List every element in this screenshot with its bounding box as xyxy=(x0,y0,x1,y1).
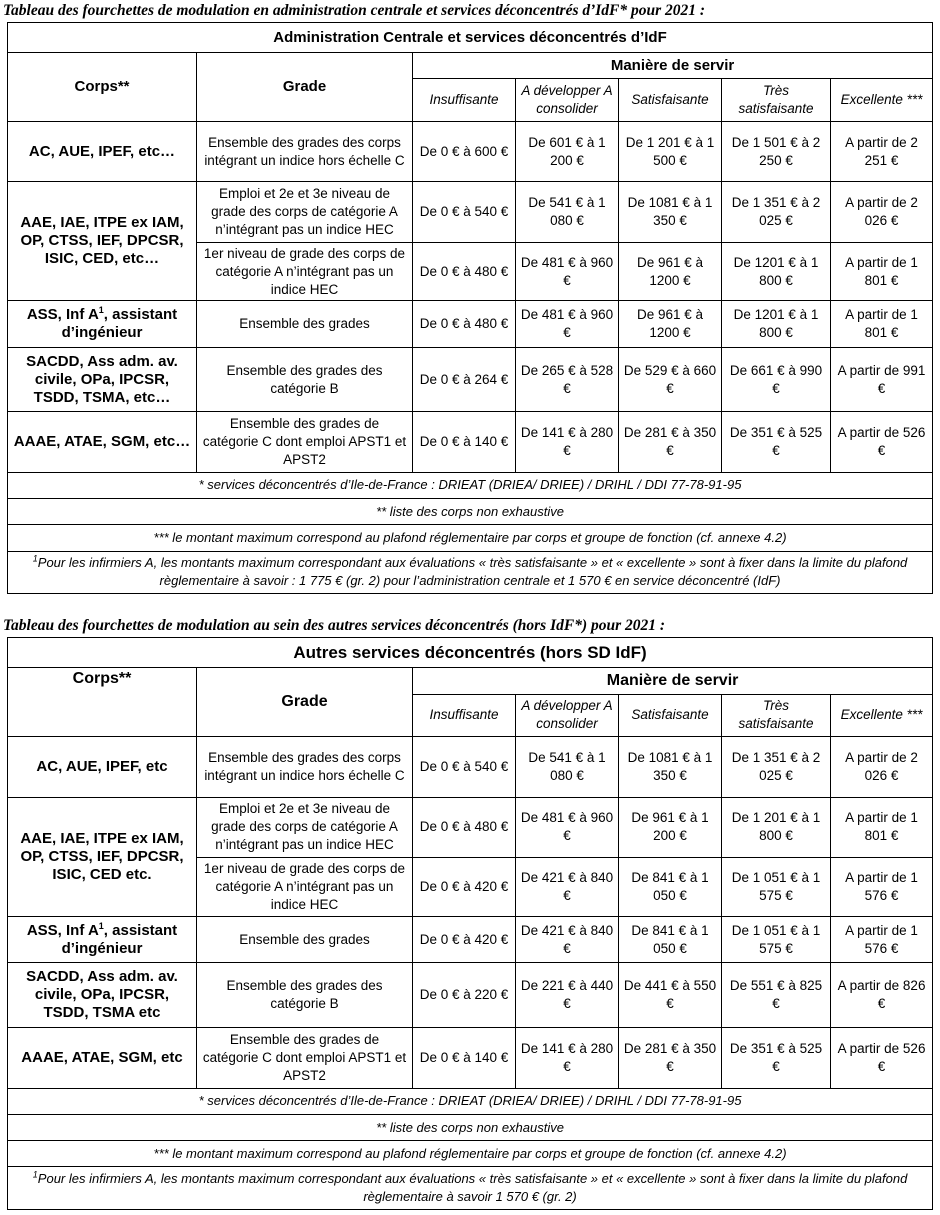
table-row xyxy=(8,1028,933,1089)
value-cell: De 351 € à 525 € xyxy=(722,1028,831,1089)
value-cell: A partir de 1 576 € xyxy=(831,858,933,917)
corps-text: ASS, Inf A xyxy=(26,921,99,939)
value-cell: De 221 € à 440 € xyxy=(516,963,619,1028)
value-cell: De 141 € à 280 € xyxy=(516,412,619,473)
value-cell: De 0 € à 264 € xyxy=(413,347,516,412)
table-row xyxy=(8,916,933,962)
value-cell: De 1 201 € à 1 800 € xyxy=(722,797,831,858)
table-row xyxy=(8,301,933,347)
corps-cell xyxy=(8,301,197,347)
value-cell: A partir de 1 801 € xyxy=(831,242,933,301)
value-cell: A partir de 2 251 € xyxy=(831,121,933,182)
footnote-text: Pour les infirmiers A, les montants maximum correspondant aux évaluations « très satisfaisante » et « excellente » sont à fixer dans la limite du plafond règlementaire à savoir 1 570 € (gr. 2) xyxy=(37,1171,908,1205)
value-cell: De 141 € à 280 € xyxy=(516,1028,619,1089)
value-cell: A partir de 526 € xyxy=(831,412,933,473)
value-cell: De 351 € à 525 € xyxy=(722,412,831,473)
level-header: Excellente *** xyxy=(831,694,933,736)
section-title-idf: Tableau des fourchettes de modulation en administration centrale et services déconcentrés d’IdF* pour 2021 : xyxy=(3,2,706,19)
footnote-marker: 1 xyxy=(32,553,38,564)
table-caption: Administration Centrale et services déconcentrés d’IdF xyxy=(8,23,933,53)
value-cell: De 541 € à 1 080 € xyxy=(516,182,619,243)
grade-cell: Ensemble des grades de catégorie C dont emploi APST1 et APST2 xyxy=(197,412,413,473)
footnote-text: Pour les infirmiers A, les montants maximum correspondant aux évaluations « très satisfaisante » et « excellente » sont à fixer dans la limite du plafond règlementaire à savoir : 1 775 € (gr. 2) pour l’administration centrale et 1 570 € en service déconcentré (IdF) xyxy=(37,555,908,589)
footnote-infirmiers xyxy=(8,1167,933,1210)
value-cell: De 0 € à 540 € xyxy=(413,182,516,243)
footnote-marker: 1 xyxy=(98,920,104,931)
value-cell: De 265 € à 528 € xyxy=(516,347,619,412)
table-row xyxy=(8,121,933,182)
value-cell: A partir de 1 801 € xyxy=(831,797,933,858)
corps-cell xyxy=(8,916,197,962)
value-cell: De 0 € à 140 € xyxy=(413,412,516,473)
value-cell: De 1201 € à 1 800 € xyxy=(722,242,831,301)
maniere-de-servir-header: Manière de servir xyxy=(413,53,933,79)
grade-cell: Emploi et 2e et 3e niveau de grade des corps de catégorie A n’intégrant pas un indice HEC xyxy=(197,797,413,858)
value-cell: De 1 351 € à 2 025 € xyxy=(722,737,831,798)
level-header: Insuffisante xyxy=(413,79,516,121)
value-cell: De 961 € à 1200 € xyxy=(619,242,722,301)
value-cell: A partir de 1 576 € xyxy=(831,916,933,962)
corps-text: ASS, Inf A xyxy=(26,306,99,324)
table-row xyxy=(8,182,933,243)
footnote-marker: 1 xyxy=(98,305,104,316)
value-cell: De 1 501 € à 2 250 € xyxy=(722,121,831,182)
level-header: Satisfaisante xyxy=(619,79,722,121)
grade-cell: Ensemble des grades xyxy=(197,916,413,962)
value-cell: De 1 051 € à 1 575 € xyxy=(722,858,831,917)
table-caption: Autres services déconcentrés (hors SD IdF) xyxy=(8,638,933,668)
value-cell: De 0 € à 480 € xyxy=(413,301,516,347)
grade-cell: Ensemble des grades xyxy=(197,301,413,347)
value-cell: De 481 € à 960 € xyxy=(516,301,619,347)
value-cell: De 481 € à 960 € xyxy=(516,242,619,301)
value-cell: De 0 € à 420 € xyxy=(413,916,516,962)
value-cell: De 1081 € à 1 350 € xyxy=(619,737,722,798)
value-cell: De 961 € à 1 200 € xyxy=(619,797,722,858)
value-cell: De 1201 € à 1 800 € xyxy=(722,301,831,347)
value-cell: De 1081 € à 1 350 € xyxy=(619,182,722,243)
grade-cell: 1er niveau de grade des corps de catégorie A n’intégrant pas un indice HEC xyxy=(197,242,413,301)
corps-cell: AC, AUE, IPEF, etc xyxy=(8,737,197,798)
footnote-infirmiers xyxy=(8,551,933,594)
value-cell: De 529 € à 660 € xyxy=(619,347,722,412)
table-row xyxy=(8,347,933,412)
grade-cell: Ensemble des grades des catégorie B xyxy=(197,963,413,1028)
grade-header: Grade xyxy=(197,53,413,122)
footnote-services: * services déconcentrés d’Ile-de-France : DRIEAT (DRIEA/ DRIEE) / DRIHL / DDI 77-78-91-95 xyxy=(8,1088,933,1114)
footnote-maximum: *** le montant maximum correspond au plafond réglementaire par corps et groupe de fonction (cf. annexe 4.2) xyxy=(8,1141,933,1167)
value-cell: De 481 € à 960 € xyxy=(516,797,619,858)
grade-cell: Ensemble des grades des corps intégrant un indice hors échelle C xyxy=(197,737,413,798)
value-cell: De 541 € à 1 080 € xyxy=(516,737,619,798)
level-header: Satisfaisante xyxy=(619,694,722,736)
table-row xyxy=(8,797,933,858)
value-cell: A partir de 2 026 € xyxy=(831,182,933,243)
grade-cell: Ensemble des grades des corps intégrant un indice hors échelle C xyxy=(197,121,413,182)
footnote-corps-list: ** liste des corps non exhaustive xyxy=(8,1114,933,1140)
value-cell: De 1 201 € à 1 500 € xyxy=(619,121,722,182)
corps-cell: AAE, IAE, ITPE ex IAM, OP, CTSS, IEF, DPCSR, ISIC, CED etc. xyxy=(8,797,197,916)
value-cell: De 0 € à 540 € xyxy=(413,737,516,798)
value-cell: A partir de 991 € xyxy=(831,347,933,412)
value-cell: De 1 051 € à 1 575 € xyxy=(722,916,831,962)
value-cell: A partir de 526 € xyxy=(831,1028,933,1089)
value-cell: De 841 € à 1 050 € xyxy=(619,916,722,962)
corps-header: Corps** xyxy=(8,668,197,737)
value-cell: De 841 € à 1 050 € xyxy=(619,858,722,917)
grade-cell: Emploi et 2e et 3e niveau de grade des corps de catégorie A n’intégrant pas un indice HEC xyxy=(197,182,413,243)
value-cell: A partir de 1 801 € xyxy=(831,301,933,347)
level-header: A développer A consolider xyxy=(516,79,619,121)
modulation-table-hors-idf xyxy=(7,637,933,1210)
value-cell: De 281 € à 350 € xyxy=(619,1028,722,1089)
corps-cell: AAE, IAE, ITPE ex IAM, OP, CTSS, IEF, DPCSR, ISIC, CED, etc… xyxy=(8,182,197,301)
value-cell: A partir de 826 € xyxy=(831,963,933,1028)
level-header: Très satisfaisante xyxy=(722,79,831,121)
table-row xyxy=(8,412,933,473)
value-cell: De 0 € à 480 € xyxy=(413,797,516,858)
table-row xyxy=(8,963,933,1028)
section-title-hors-idf: Tableau des fourchettes de modulation au sein des autres services déconcentrés (hors IdF*) pour 2021 : xyxy=(3,617,666,634)
corps-cell: SACDD, Ass adm. av. civile, OPa, IPCSR, TSDD, TSMA etc xyxy=(8,963,197,1028)
value-cell: De 0 € à 480 € xyxy=(413,242,516,301)
maniere-de-servir-header: Manière de servir xyxy=(413,668,933,694)
level-header: Très satisfaisante xyxy=(722,694,831,736)
value-cell: De 0 € à 420 € xyxy=(413,858,516,917)
table-row xyxy=(8,737,933,798)
corps-text: , assistant d’ingénieur xyxy=(61,921,178,957)
value-cell: De 961 € à 1200 € xyxy=(619,301,722,347)
value-cell: De 421 € à 840 € xyxy=(516,916,619,962)
value-cell: De 281 € à 350 € xyxy=(619,412,722,473)
value-cell: De 441 € à 550 € xyxy=(619,963,722,1028)
level-header: A développer A consolider xyxy=(516,694,619,736)
corps-text: , assistant d’ingénieur xyxy=(61,306,178,342)
corps-header: Corps** xyxy=(8,53,197,122)
level-header: Excellente *** xyxy=(831,79,933,121)
value-cell: A partir de 2 026 € xyxy=(831,737,933,798)
value-cell: De 0 € à 220 € xyxy=(413,963,516,1028)
footnote-services: * services déconcentrés d’Ile-de-France : DRIEAT (DRIEA/ DRIEE) / DRIHL / DDI 77-78-91-95 xyxy=(8,472,933,498)
corps-cell: SACDD, Ass adm. av. civile, OPa, IPCSR, TSDD, TSMA, etc… xyxy=(8,347,197,412)
value-cell: De 0 € à 600 € xyxy=(413,121,516,182)
grade-cell: 1er niveau de grade des corps de catégorie A n’intégrant pas un indice HEC xyxy=(197,858,413,917)
footnote-corps-list: ** liste des corps non exhaustive xyxy=(8,499,933,525)
footnote-maximum: *** le montant maximum correspond au plafond réglementaire par corps et groupe de fonction (cf. annexe 4.2) xyxy=(8,525,933,551)
value-cell: De 601 € à 1 200 € xyxy=(516,121,619,182)
corps-cell: AC, AUE, IPEF, etc… xyxy=(8,121,197,182)
value-cell: De 661 € à 990 € xyxy=(722,347,831,412)
value-cell: De 0 € à 140 € xyxy=(413,1028,516,1089)
corps-cell: AAAE, ATAE, SGM, etc xyxy=(8,1028,197,1089)
grade-header: Grade xyxy=(197,668,413,737)
grade-cell: Ensemble des grades de catégorie C dont emploi APST1 et APST2 xyxy=(197,1028,413,1089)
corps-cell: AAAE, ATAE, SGM, etc… xyxy=(8,412,197,473)
value-cell: De 1 351 € à 2 025 € xyxy=(722,182,831,243)
level-header: Insuffisante xyxy=(413,694,516,736)
grade-cell: Ensemble des grades des catégorie B xyxy=(197,347,413,412)
footnote-marker: 1 xyxy=(32,1169,38,1180)
value-cell: De 421 € à 840 € xyxy=(516,858,619,917)
value-cell: De 551 € à 825 € xyxy=(722,963,831,1028)
modulation-table-idf xyxy=(7,22,933,594)
